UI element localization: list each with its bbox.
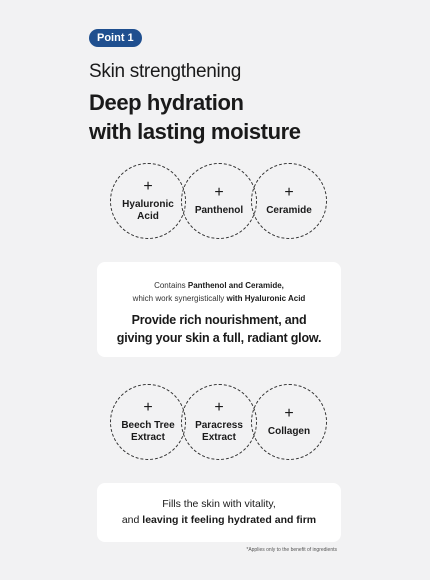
- plus-icon: +: [143, 178, 153, 195]
- ingredient-circle-paracress-extract: [181, 384, 257, 460]
- ingredient-circle-collagen: [251, 384, 327, 460]
- ingredient-circle-ceramide: [251, 163, 327, 239]
- plus-icon: +: [284, 405, 294, 422]
- section-subtitle: Skin strengthening: [89, 61, 241, 82]
- section-headline: [89, 88, 301, 146]
- card-small-line-1: Contains Panthenol and Ceramide,: [154, 281, 284, 290]
- ingredient-label: Collagen: [267, 426, 311, 437]
- plus-icon: +: [214, 399, 224, 416]
- ingredient-circle-hyaluronic-acid: [110, 163, 186, 239]
- ingredient-label: Beech Tree Extract: [121, 420, 175, 443]
- card-line-1: Fills the skin with vitality,: [162, 498, 276, 510]
- ingredient-circle-panthenol: [181, 163, 257, 239]
- ingredient-circles-top: [110, 163, 328, 239]
- ingredient-label: Panthenol: [194, 205, 244, 216]
- ingredient-circles-bottom: [110, 384, 328, 460]
- ingredient-label: Hyaluronic Acid: [122, 199, 174, 222]
- footnote: *Applies only to the benefit of ingredients: [246, 547, 337, 553]
- ingredient-label: Paracress Extract: [195, 420, 243, 443]
- plus-icon: +: [143, 399, 153, 416]
- plus-icon: +: [284, 184, 294, 201]
- benefit-card-nourishment: [97, 262, 341, 357]
- ingredient-circle-beech-tree-extract: [110, 384, 186, 460]
- card-small-line-2: which work synergistically with Hyaluronic Acid: [132, 294, 306, 303]
- ingredient-label: Ceramide: [266, 205, 312, 216]
- headline-line-2: with lasting moisture: [89, 119, 301, 144]
- card-headline: Provide rich nourishment, and giving your skin a full, radiant glow.: [116, 313, 322, 345]
- card-line-2: and leaving it feeling hydrated and firm: [121, 514, 317, 526]
- point-badge: Point 1: [89, 29, 142, 47]
- plus-icon: +: [214, 184, 224, 201]
- headline-line-1: Deep hydration: [89, 90, 244, 115]
- benefit-card-vitality: [97, 483, 341, 542]
